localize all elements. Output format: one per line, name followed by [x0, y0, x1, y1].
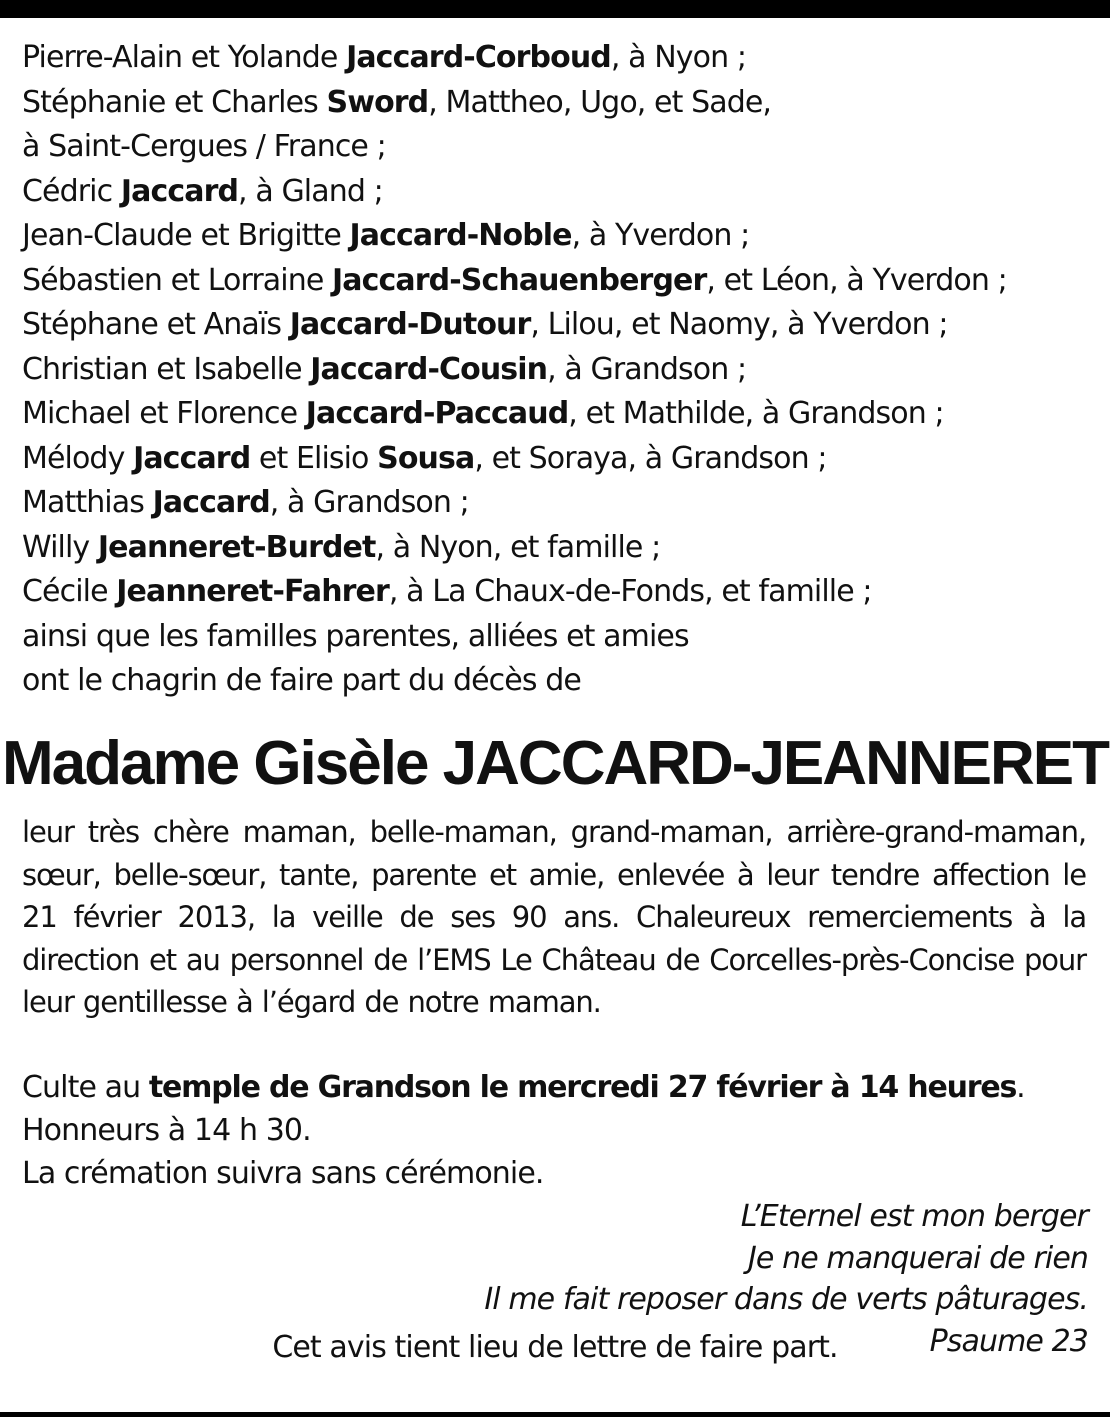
family-line: Jean-Claude et Brigitte Jaccard-Noble, à Yverdon ;	[22, 218, 750, 253]
verse-line: Je ne manquerai de rien	[747, 1240, 1088, 1276]
family-line: à Saint-Cergues / France ;	[22, 129, 386, 164]
family-line: Matthias Jaccard, à Grandson ;	[22, 485, 469, 520]
family-line: Stéphanie et Charles Sword, Mattheo, Ugo, et Sade,	[22, 84, 772, 120]
verse-line: L’Eternel est mon berger	[740, 1199, 1088, 1234]
family-list	[22, 36, 1092, 704]
top-rule	[0, 0, 1110, 18]
honors-line: Honneurs à 14 h 30.	[22, 1113, 311, 1148]
tribute-paragraph: leur très chère maman, belle-maman, grand-maman, arrière-grand-maman, sœur, belle-sœur, tante, parente et amie, enlevée à leur tendre affection le 21 février 2013, la veille de ses 90 ans. Chaleureux remerciements à la direction et au personnel de l’EMS Le Château de Corcelles-près-Concise pour leur gentillesse à l’égard de notre maman.	[22, 815, 1086, 1019]
family-line: Christian et Isabelle Jaccard-Cousin, à Grandson ;	[22, 351, 747, 387]
bottom-rule	[0, 1412, 1110, 1417]
family-line: Mélody Jaccard et Elisio Sousa, et Soraya, à Grandson ;	[22, 440, 827, 476]
family-line: ont le chagrin de faire part du décès de	[22, 663, 581, 698]
cremation-line: La crémation suivra sans cérémonie.	[22, 1156, 544, 1191]
deceased-name: Madame Gisèle JACCARD-JEANNERET	[2, 729, 1108, 798]
family-line: Cédric Jaccard, à Gland ;	[22, 173, 383, 209]
family-line: Sébastien et Lorraine Jaccard-Schauenberger, et Léon, à Yverdon ;	[22, 262, 1007, 298]
verse-reference: Psaume 23	[929, 1323, 1088, 1359]
family-line: Willy Jeanneret-Burdet, à Nyon, et famille ;	[22, 529, 661, 565]
verse-line: Il me fait reposer dans de verts pâturages.	[484, 1282, 1088, 1317]
footer-note: Cet avis tient lieu de lettre de faire part.	[272, 1330, 838, 1365]
family-line: ainsi que les familles parentes, alliées et amies	[22, 618, 689, 654]
service-line: Culte au temple de Grandson le mercredi 27 février à 14 heures.	[22, 1070, 1025, 1105]
service-location-time: temple de Grandson le mercredi 27 février à 14 heures	[148, 1070, 1017, 1105]
family-line: Cécile Jeanneret-Fahrer, à La Chaux-de-Fonds, et famille ;	[22, 574, 872, 609]
service-details	[22, 1066, 1102, 1195]
family-line: Pierre-Alain et Yolande Jaccard-Corboud, à Nyon ;	[22, 40, 747, 75]
family-line: Michael et Florence Jaccard-Paccaud, et Mathilde, à Grandson ;	[22, 396, 944, 431]
family-line: Stéphane et Anaïs Jaccard-Dutour, Lilou, et Naomy, à Yverdon ;	[22, 307, 948, 342]
